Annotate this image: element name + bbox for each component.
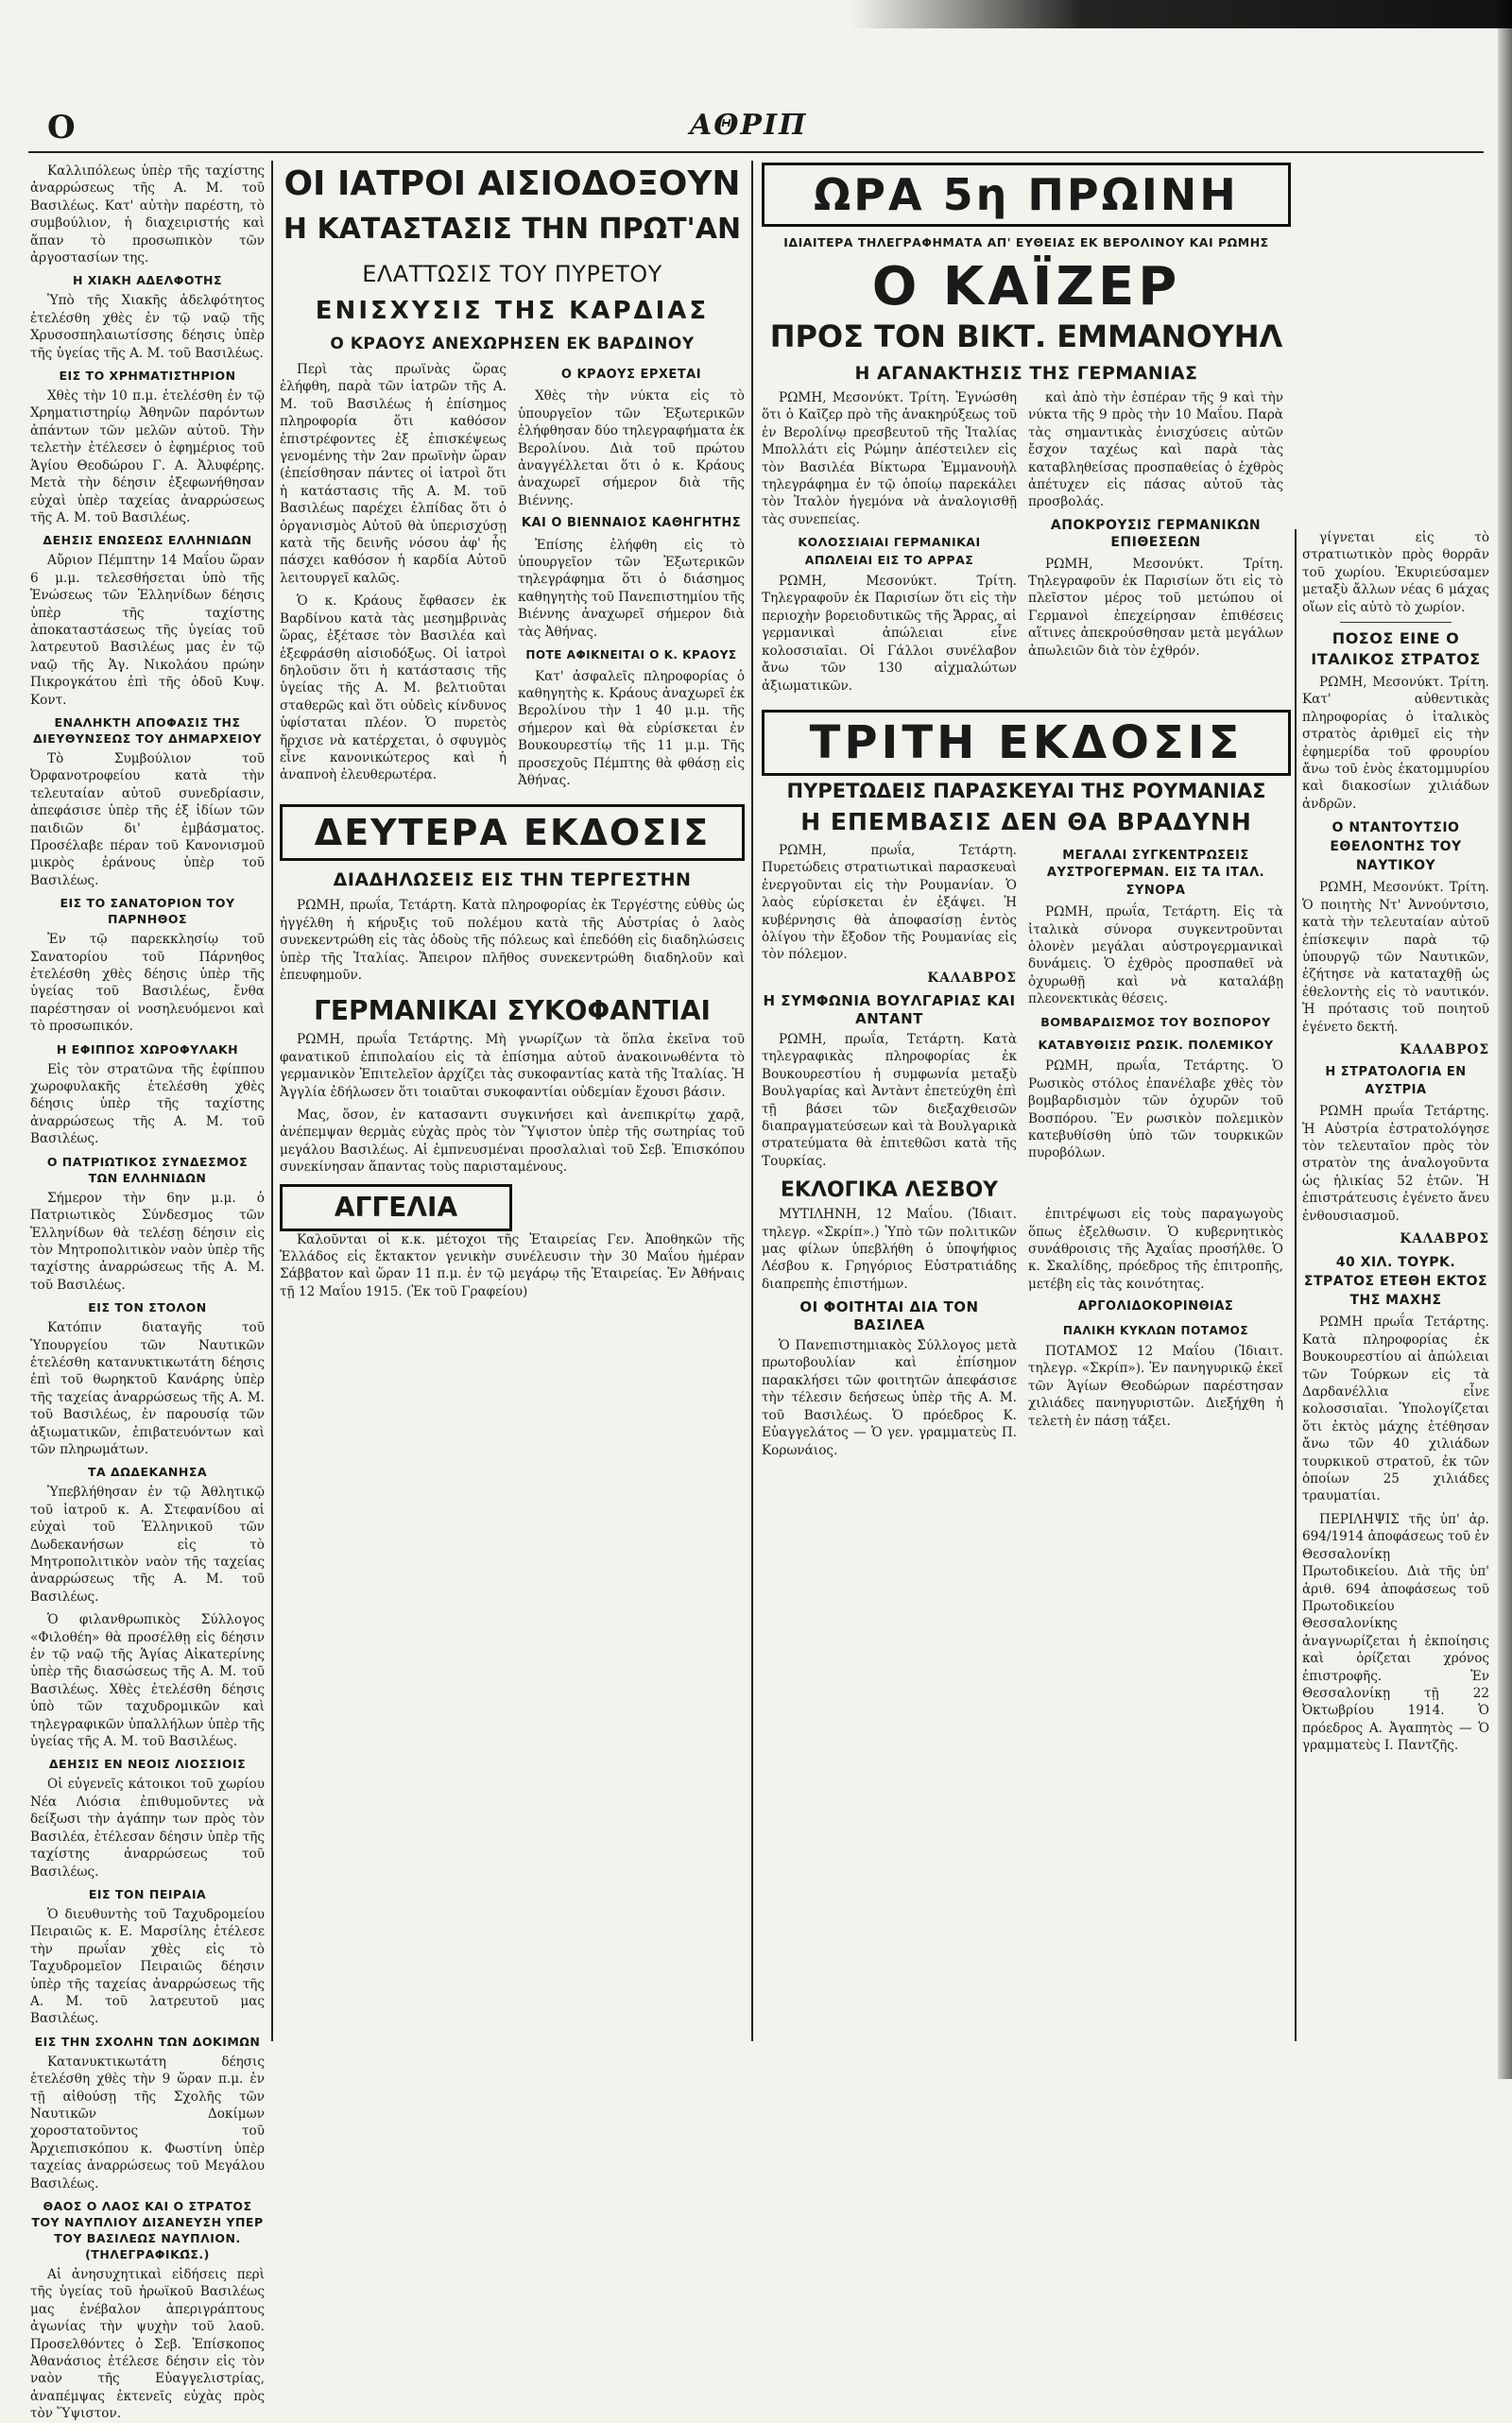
article-bosporus-text: ΡΩΜΗ, πρωΐα, Τετάρτης. Ὁ Ρωσικὸς στόλος ἐπανέλαβε χθὲς τὸν βομβαρδισμὸν τῶν ὀχυρῶν τοῦ Βοσπόρου. Ἓν ρωσικὸν πολεμικὸν κατεβυθίσθη ὑπὸ τῶν τουρκικῶν πυροβόλων. <box>1028 1058 1283 1161</box>
article-doctors-text-2: Ὁ κ. Κράους ἔφθασεν ἐκ Βαρδίνου κατὰ τὰς μεσημβρινὰς ὥρας, ἐξέτασε τὸν Βασιλέα καὶ ἐξεφράσθη αἰσιοδόξως. Οἱ ἰατροὶ δηλοῦσιν ὅτι ἡ κατάστασις τῆς ὑγείας τῆς Α. Μ. βελτιοῦται σταθερῶς καὶ ὅτι οὐδεὶς κίνδυνος ὑφίσταται πλέον. Ὁ πυρετὸς ἤρχισε νὰ κατέρχεται, ὁ σφυγμὸς εἶνε κανονικώτερος καὶ ἡ ἀναπνοὴ ἐλευθερωτέρα. <box>280 593 507 783</box>
scan-shadow-right <box>1498 0 1512 2079</box>
head-repulse: ΑΠΟΚΡΟΥΣΙΣ ΓΕΡΜΑΝΙΚΩΝ ΕΠΙΘΕΣΕΩΝ <box>1050 517 1262 551</box>
article-vienna-text: Ἐπίσης ἐλήφθη εἰς τὸ ὑπουργεῖον τῶν Ἐξωτερικῶν τηλεγράφημα ὅτι ὁ διάσημος καθηγητὴς τοῦ Πανεπιστημίου τῆς Βιέννης ἀναχωρεῖ σήμερον διὰ τὰς Ἀθήνας. <box>518 537 745 640</box>
head-vienna-professor: ΚΑΙ Ο ΒΙΕΝΝΑΙΟΣ ΚΑΘΗΓΗΤΗΣ <box>521 516 742 531</box>
head-dannunzio: Ο ΝΤΑΝΤΟΥΤΣΙΟ ΕΘΕΛΟΝΤΗΣ ΤΟΥ ΝΑΥΤΙΚΟΥ <box>1330 820 1462 874</box>
article-lesvos-text: ΜΥΤΙΛΗΝΗ, 12 Μαΐου. (Ἰδιαιτ. τηλεγρ. «Σκρίπ».) Ὑπὸ τῶν πολιτικῶν μας φίλων ὑπεβλήθη ὁ ὑποψήφιος Λέσβου κ. Γρηγόριος Εὐστρατιάδης διαπρεπὴς ἐπιστήμων. <box>762 1207 1017 1292</box>
col1-heading: ΕΝΑΛΗΚΤΗ ΑΠΟΦΑΣΙΣ ΤΗΣ ΔΙΕΥΘΥΝΣΕΩΣ ΤΟΥ ΔΗΜΑΡΧΕΙΟΥ <box>32 714 263 746</box>
col1-heading: ΕΙΣ ΤΟΝ ΠΕΙΡΑΙΑ <box>88 1886 207 1901</box>
head-turkish-losses: 40 ΧΙΛ. ΤΟΥΡΚ. ΣΤΡΑΤΟΣ ΕΤΕΘΗ ΕΚΤΟΣ ΤΗΣ ΜΑΧΗΣ <box>1303 1255 1488 1309</box>
headline-5am: ΩΡΑ 5η ΠΡΩΙΝΗ <box>762 163 1291 227</box>
head-italian-army: ΠΟΣΟΣ ΕΙΝΕ Ο ΙΤΑΛΙΚΟΣ ΣΤΡΑΤΟΣ <box>1311 629 1481 669</box>
column-rule-1 <box>271 161 273 2041</box>
subhead-telegrams: ΙΔΙΑΙΤΕΡΑ ΤΗΛΕΓΡΑΦΗΜΑΤΑ ΑΠ' ΕΥΘΕΙΑΣ ΕΚ ΒΕΡΟΛΙΝΟΥ ΚΑΙ ΡΩΜΗΣ <box>783 235 1269 249</box>
col1-heading: Η ΧΙΑΚΗ ΑΔΕΛΦΟΤΗΣ <box>72 273 223 288</box>
masthead-rule <box>28 151 1484 153</box>
column-2 <box>280 163 745 2043</box>
subhead-trieste: ΔΙΑΔΗΛΩΣΕΙΣ ΕΙΣ ΤΗΝ ΤΕΡΓΕΣΤΗΝ <box>333 869 692 891</box>
col1-heading: ΤΑ ΔΩΔΕΚΑΝΗΣΑ <box>87 1465 208 1480</box>
column-rule-3 <box>1295 529 1297 2041</box>
newspaper-title: ΑΘΡΙΠ <box>690 109 808 142</box>
article-kaiser-text: ΡΩΜΗ, Μεσονύκτ. Τρίτη. Ἐγνώσθη ὅτι ὁ Καῖζερ πρὸ τῆς ἀνακηρύξεως τοῦ ἐν Βερολίνῳ πρεσβευτοῦ τῆς Ἰταλίας Μπολλάτι εἰς Ρώμην ἀπέστειλεν εἰς τὸν Βασιλέα Βίκτωρα Ἐμμανουὴλ τηλεγράφημα ἐν τῷ ὁποίῳ παρεκάλει τὸν Ἰταλὸν ἡγεμόνα νὰ ἀναλογισθῇ τὰς συνεπείας. <box>762 390 1017 527</box>
col1-paragraph: Ὁ διευθυντὴς τοῦ Ταχυδρομείου Πειραιῶς κ. Ε. Μαρσίλης ἐτέλεσε τὴν πρωΐαν χθὲς εἰς τὸ Ταχυδρομεῖον Πειραιῶς δέησιν ὑπὲρ τῆς ταχείας ἀναρρώσεως τῆς Α. Μ. τοῦ λατρευτοῦ μας Βασιλέως. <box>30 1906 265 2027</box>
col1-paragraph: Ὁ φιλανθρωπικὸς Σύλλογος «Φιλοθέη» θὰ προσέλθῃ εἰς δέησιν ἐν τῷ ναῷ τῆς Ἁγίας Αἰκατερίνης ὑπὲρ τῆς διασώσεως τῆς Α. Μ. τοῦ Βασιλέως. Χθὲς ἐτελέσθη δέησις ὑπὸ τῶν ταχυδρομικῶν καὶ τηλεγραφικῶν ὑπαλλήλων ὑπὲρ τῆς ὑγείας τῆς Α. Μ. τοῦ Βασιλέως. <box>30 1612 265 1750</box>
col1-paragraph: Αὔριον Πέμπτην 14 Μαΐου ὥραν 6 μ.μ. τελεσθήσεται ὑπὸ τῆς Ἑνώσεως τῶν Ἑλληνίδων δέησις ὑπὲρ τῆς ταχίστης ἀποκαταστάσεως τῆς ὑγείας τοῦ λατρευτοῦ Βασιλέως μας ἐν τῷ ναῷ τῆς Ἁγ. Νικολάου πρώην Πικρογκάτου ἐπὶ τῆς ὁδοῦ Κυψ. Κοντ. <box>30 553 265 708</box>
article-potamos-text: ΠΟΤΑΜΟΣ 12 Μαΐου (Ἰδιαιτ. τηλεγρ. «Σκρίπ»). Ἐν πανηγυρικῷ ἐκεῖ τῶν Ἁγίων Θεοδώρων παρέστησαν χιλιάδες πανηγυριστῶν. Διεξήχθη ἡ τελετὴ ἐν πάσῃ τάξει. <box>1028 1344 1283 1429</box>
subhead-germany-outrage: Η ΑΓΑΝΑΚΤΗΣΙΣ ΤΗΣ ΓΕΡΜΑΝΙΑΣ <box>854 363 1198 384</box>
headline-third-edition: ΤΡΙΤΗ ΕΚΔΟΣΙΣ <box>762 710 1291 776</box>
separator <box>1340 622 1452 623</box>
article-students-text: Ὁ Πανεπιστημιακὸς Σύλλογος μετὰ πρωτοβουλίαν καὶ ἐπίσημον παρακλήσει τῶν φοιτητῶν ἀπεφάσισε τὴν τέλεσιν δεήσεως ὑπὲρ τῆς Α. Μ. τοῦ Βασιλέως. Ὁ πρόεδρος Κ. Εὐαγγελάτος — Ὁ γεν. γραμματεὺς Π. Κορωνάιος. <box>762 1338 1017 1458</box>
article-austria-text: ΡΩΜΗ πρωΐα Τετάρτης. Ἡ Αὐστρία ἐστρατολόγησε τὸν τελευταῖον πρὸς τὸν στρατὸν της ἀναλογοῦντα ὡς ἡλικίας 52 ἐτῶν. Ἡ ἐπιστράτευσις ἐγένετο ἄνευ ἐνθουσιασμοῦ. <box>1302 1104 1489 1224</box>
headline-announcement: ΑΓΓΕΛΙΑ <box>280 1184 512 1231</box>
article-repulse-text: ΡΩΜΗ, Μεσονύκτ. Τρίτη. Τηλεγραφοῦν ἐκ Παρισίων ὅτι εἰς τὸ πλεῖστον μέρος τοῦ μετώπου οἱ Γερμανοὶ ἐπεχείρησαν ἐπιθέσεις αἵτινες ἀπεκρούσθησαν μετὰ μεγάλων ἀπωλειῶν διὰ τὸν ἐχθρόν. <box>1028 556 1283 659</box>
column-3 <box>762 163 1291 2043</box>
article-argolida-intro: ἐπιτρέψωσι εἰς τοὺς παραγωγοὺς ὅπως ἐξελθωσιν. Ὁ κυβερνητικὸς συνάθροισις τῆς Ἀχαΐας προσήλθε. Ὁ κ. Σκαλίδης, πρόεδρος τῆς ἐπιτροπῆς, μετέβη εἰς τὰς κοινότητας. <box>1028 1207 1283 1292</box>
headline-german-slanders: ΓΕΡΜΑΝΙΚΑΙ ΣΥΚΟΦΑΝΤΙΑΙ <box>314 995 711 1027</box>
head-bosporus: ΒΟΜΒΑΡΔΙΣΜΟΣ ΤΟΥ ΒΟΣΠΟΡΟΥ <box>1040 1014 1271 1029</box>
col1-paragraph: Κατόπιν διαταγῆς τοῦ Ὑπουργείου τῶν Ναυτικῶν ἐτελέσθη κατανυκτικωτάτη δέησις ἐπὶ τοῦ θωρηκτοῦ Κανάρης ὑπὲρ τῆς ταχείας ἀναρρώσεως τῆς Α. Μ. τοῦ Βασιλέως, ἐν παρουσίᾳ τῶν ἀξιωματικῶν, ἐπιβατευόντων καὶ τῶν πληρωμάτων. <box>30 1320 265 1457</box>
column-rule-2 <box>751 161 753 2041</box>
col1-heading: ΘΑΟΣ Ο ΛΑΟΣ ΚΑΙ Ο ΣΤΡΑΤΟΣ ΤΟΥ ΝΑΥΠΛΙΟΥ ΔΙΣΑΝΕΥΣΗ ΥΠΕΡ ΤΟΥ ΒΑΣΙΛΕΩΣ ΝΑΥΠΛΙΟΝ. (ΤΗΛΕΓΡΑΦΙΚΩ͂Σ.) <box>31 2199 264 2261</box>
article-doctors-text-1: Περὶ τὰς πρωϊνὰς ὥρας ἐλήφθη, παρὰ τῶν ἰατρῶν τῆς Α. Μ. τοῦ Βασιλέως ἡ ἐπίσημος πληροφορία ὅτι καθόσον ἐπιστρέφοντες ἐξ ἐπισκέψεως γενομένης τὴν 2αν πρωϊνὴν ὥραν (ἐπείσθησαν πάντες οἱ ἰατροὶ ὅτι ἡ κατάστασις τῆς Α. Μ. τοῦ Βασιλέως παρέχει ἐλπίδας ὅτι ὁ ὀργανισμὸς Αὐτοῦ θὰ ὑπερισχύσῃ κατὰ τῆς δεινῆς νόσου ἀφ' ἧς πάσχει καθόσον ἡ καρδία Αὐτοῦ λειτουργεῖ καλῶς. <box>280 362 507 586</box>
col1-paragraph: Κατανυκτικωτάτη δέησις ἐτελέσθη χθὲς τὴν 9 ὥραν π.μ. ἐν τῇ αἰθούσῃ τῆς Σχολῆς τῶν Ναυτικῶν Δοκίμων χοροστατοῦντος τοῦ Ἀρχιεπισκόπου κ. Φωστίνη ὑπὲρ ταχείας ἀναρρώσεως τοῦ Μεγάλου Βασιλέως. <box>30 2054 265 2191</box>
head-kyklon: ΠΑΛΙΚΗ ΚΥΚΛΩΝ ΠΟΤΑΜΟΣ <box>1062 1323 1249 1337</box>
headline-kaiser: Ο ΚΑΪΖΕΡ <box>871 256 1181 318</box>
col1-paragraph: Εἰς τὸν στρατῶνα τῆς ἐφίππου χωροφυλακῆς ἐτελέσθη χθὲς δέησις ὑπὲρ τῆς ταχίστης ἀναρρώσεως τῆς Α. Μ. τοῦ Βασιλέως. <box>30 1061 265 1147</box>
head-russian-sunk: ΚΑΤΑΒΥΘΙΣΙΣ ΡΩΣΙΚ. ΠΟΛΕΜΙΚΟΥ <box>1038 1037 1274 1052</box>
signature-kalavros-1: ΚΑΛΑΒΡΟΣ <box>927 970 1017 986</box>
column-1 <box>30 163 265 2422</box>
head-concentrations: ΜΕΓΑΛΑΙ ΣΥΓΚΕΝΤΡΩΣΕΙΣ ΑΥΣΤΡΟΓΕΡΜΑΝ. ΕΙΣ ΤΑ ΙΤΑΛ. ΣΥΝΟΡΑ <box>1046 848 1265 898</box>
head-bulgaria-entente: Η ΣΥΜΦΩΝΙΑ ΒΟΥΛΓΑΡΙΑΣ ΚΑΙ ΑΝΤΑΝΤ <box>763 992 1016 1027</box>
page-number: Ο <box>47 109 76 146</box>
scan-shadow-top <box>850 0 1512 28</box>
article-attacks-text-1: καὶ ἀπὸ τὴν ἐσπέραν τῆς 9 καὶ τὴν νύκτα τῆς 9 πρὸς τὴν 10 Μαΐου. Παρὰ τὰς σημαντικὰς ἐνισχύσεις αὐτῶν ἔσχον ταχέως καὶ παρὰ τὰς καταβληθείσας προσπαθείας ὁ ἐχθρὸς ἀπέτυχεν εἰς πάσας αὐτοῦ τὰς προσβολάς. <box>1028 390 1283 510</box>
article-village-text: γίγνεται εἰς τὸ στρατιωτικὸν πρὸς θορρᾶν τοῦ χωρίου. Ἐκυριεύσαμεν μεταξὺ ἄλλων νέας 6 μάχας οἵων εἰς αὐτὸ τὸ χωρίον. <box>1302 530 1489 615</box>
article-dannunzio-text: ΡΩΜΗ, Μεσονύκτ. Τρίτη. Ὁ ποιητὴς Ντ' Ἀννούντσιο, κατὰ τὴν τελευταίαν αὐτοῦ ἐπίσκεψιν παρὰ τῷ ὑπουργῷ τῶν Ναυτικῶν, ἐζήτησε νὰ καταταχθῇ ὡς ἐθελοντὴς εἰς τὸ ναυτικόν. Ἡ πρότασις τοῦ ποιητοῦ ἐγένετο δεκτή. <box>1302 880 1489 1035</box>
col1-paragraph: Καλλιπόλεως ὑπὲρ τῆς ταχίστης ἀναρρώσεως τῆς Α. Μ. τοῦ Βασιλέως. Κατ' αὐτὴν παρέστη, τὸ συμβούλιον, ἡ διαχειριστής καὶ ἅπαν τὸ προσωπικὸν τῶν ἀργοστασίων της. <box>30 163 265 266</box>
article-krauss-text: Χθὲς τὴν νύκτα εἰς τὸ ὑπουργεῖον τῶν Ἐξωτερικῶν ἐλήφθησαν δύο τηλεγραφήματα ἐκ Βερολίνου. Διὰ τοῦ πρώτου ἀναγγέλλεται ὅτι ὁ κ. Κράους ἀναχωρεῖ σήμερον διὰ τῆς Βιέννης. <box>518 388 745 508</box>
signature-kalavros-3: ΚΑΛΑΒΡΟΣ <box>1400 1231 1489 1246</box>
headline-condition: Η ΚΑΤΑΣΤΑΣΙΣ ΤΗΝ ΠΡΩΤ'ΑΝ <box>283 213 742 246</box>
col1-paragraph: Τὸ Συμβούλιον τοῦ Ὀρφανοτροφείου κατὰ τὴν τελευταίαν αὐτοῦ συνεδρίασιν, ἀπεφάσισε ὑπὲρ τῆς ἐξ ἰδίων τῶν παιδιῶν δι' ἐμβάσματος. Προσέλαβε πέραν τοῦ Κανονισμοῦ μικρὸς ἐράνους ὑπὲρ τοῦ Βασιλέως. <box>30 750 265 888</box>
head-argolida: ΑΡΓΟΛΙΔΟΚΟΡΙΝΘΙΑΣ <box>1077 1299 1234 1315</box>
col1-paragraph: Οἱ εὐγενεῖς κάτοικοι τοῦ χωρίου Νέα Λιόσια ἐπιθυμοῦντες νὰ δείξωσι τὴν ἀγάπην των πρὸς τὸν Βασιλέα, ἐτέλεσαν δέησιν ὑπὲρ τῆς ταχίστης ἀναρρώσεως τοῦ Βασιλέως. <box>30 1777 265 1880</box>
col1-heading: ΕΙΣ ΤΟ ΣΑΝΑΤΟΡΙΟΝ ΤΟΥ ΠΑΡΝΗΘΟΣ <box>60 896 235 927</box>
head-students: ΟΙ ΦΟΙΤΗΤΑΙ ΔΙΑ ΤΟΝ ΒΑΣΙΛΕΑ <box>799 1298 979 1333</box>
article-nafplio-continued: Μας, ὅσον, ἐν κατασαντι συγκινήσει καὶ ἀνεπικρίτῳ χαρᾷ, ἀνέπεμψαν θερμὰς εὐχὰς πρὸς τὸν Ὕψιστον ὑπὲρ τῆς σωτηρίας τοῦ μεγάλου Βασιλέως. Αἱ ἐμπνευσμέναι προσλαλιαὶ τοῦ Σεβ. Ἐπισκόπου συνεκίνησαν ἅπαντας τοὺς παρισταμένους. <box>280 1108 745 1176</box>
article-arrival-text: Κατ' ἀσφαλεῖς πληροφορίας ὁ καθηγητὴς κ. Κράους ἀναχωρεῖ ἐκ Βερολίνου τὴν 1 40 μ.μ. τῆς σήμερον καὶ θὰ εὑρίσκεται ἐν Βουκουρεστίῳ τῆς 11 μ.μ. Τῆς προσεχοῦς Πέμπτης θὰ φθάσῃ εἰς Ἀθήνας. <box>518 668 745 788</box>
headline-doctors: ΟΙ ΙΑΤΡΟΙ ΑΙΣΙΟΔΟΞΟΥΝ <box>284 164 741 203</box>
subhead-fever: ΕΛΑΤΤΩΣΙΣ ΤΟΥ ΠΥΡΕΤΟΥ <box>362 261 662 287</box>
column-4 <box>1302 529 1489 2041</box>
article-romania-text: ΡΩΜΗ, πρωΐα, Τετάρτη. Πυρετώδεις στρατιωτικαὶ παρασκευαὶ ἐνεργοῦνται εἰς τὴν Ρουμανίαν. Ὁ λαὸς εὑρίσκεται ἐν ἐξάψει. Ἡ κυβέρνησις θὰ ἀποφασίσῃ ἐντὸς ὀλίγου τὴν ἔξοδον τῆς Ρουμανίας εἰς τὸν πόλεμον. <box>762 842 1017 963</box>
subhead-heart: ΕΝΙΣΧΥΣΙΣ ΤΗΣ ΚΑΡΔΙΑΣ <box>315 297 710 325</box>
col1-heading: ΔΕΗΣΙΣ ΕΝΩΣΕΩΣ ΕΛΛΗΝΙΔΩΝ <box>43 533 252 548</box>
head-krauss-coming: Ο ΚΡΑΟΥΣ ΕΡΧΕΤΑΙ <box>560 368 702 382</box>
article-turkish-text: ΡΩΜΗ πρωΐα Τετάρτης. Κατὰ πληροφορίας ἐκ Βουκουρεστίου αἱ ἀπώλειαι τῶν Τούρκων εἰς τὰ Δαρδανέλλια εἶνε κολοσσιαῖαι. Ὑπολογίζεται ὅτι ἐκτὸς μάχης ἐτέθησαν ἄνω τῶν 40 χιλιάδων τουρκικοῦ στρατοῦ, ἐκ τῶν ὁποίων 25 χιλιάδες τραυματίαι. <box>1302 1315 1489 1504</box>
col1-paragraph: Σήμερον τὴν 6ην μ.μ. ὁ Πατριωτικὸς Σύνδεσμος τῶν Ἑλληνίδων θὰ τελέσῃ δέησιν εἰς τὸν Μητροπολιτικὸν ναὸν ὑπὲρ τῆς ταχίστης ἀναρρώσεως τῆς Α. Μ. τοῦ Βασιλέως. <box>30 1190 265 1293</box>
article-losses-text: ΡΩΜΗ, Μεσονύκτ. Τρίτη. Τηλεγραφοῦν ἐκ Παρισίων ὅτι εἰς τὴν περιοχὴν βορειοδυτικῶς τῆς Ἄρρας, αἱ γερμανικαὶ ἀπώλειαι εἶνε κολοσσιαῖαι. Οἱ Γάλλοι συνέλαβον ἄνω τῶν 130 αἰχμαλώτων ἀξιωματικῶν. <box>762 574 1017 694</box>
col1-paragraph: Ὑπεβλήθησαν ἐν τῷ Ἀθλητικῷ τοῦ ἰατροῦ κ. Α. Στεφανίδου αἱ εὐχαὶ τοῦ Ἑλληνικοῦ τῶν Δωδεκανήσων εἰς τὸ Μητροπολιτικὸν ναὸν τῆς ταχείας ἀναρρώσεως τῆς Α. Μ. τοῦ Βασιλέως. <box>30 1485 265 1605</box>
head-austria-conscription: Η ΣΤΡΑΤΟΛΟΓΙΑ ΕΝ ΑΥΣΤΡΙΑ <box>1325 1065 1467 1097</box>
headline-lesvos-elections: ΕΚΛΟΓΙΚΑ ΛΕΣΒΟΥ <box>780 1178 999 1203</box>
col1-heading: ΕΙΣ ΤΟ ΧΡΗΜΑΤΙΣΤΗΡΙΟΝ <box>59 369 236 384</box>
signature-kalavros-2: ΚΑΛΑΒΡΟΣ <box>1400 1041 1489 1057</box>
legal-notice-text: ΠΕΡΙΛΗΨΙΣ τῆς ὑπ' ἀρ. 694/1914 ἀποφάσεως τοῦ ἐν Θεσσαλονίκῃ Πρωτοδικείου. Διὰ τῆς ὑπ' ἀριθ. 694 ἀποφάσεως τοῦ Πρωτοδικείου Θεσσαλονίκης ἀναγνωρίζεται ἡ ἐκποίησις καὶ ὁρίζεται χρόνος ἐπιστροφῆς. Ἐν Θεσσαλονίκῃ τῇ 22 Ὀκτωβρίου 1914. Ὁ πρόεδρος Α. Ἀγαπητὸς — Ὁ γραμματεὺς Ι. Παντζῆς. <box>1302 1511 1489 1754</box>
head-colossal-losses: ΚΟΛΟΣΣΙΑΙΑΙ ΓΕΡΜΑΝΙΚΑΙ ΑΠΩΛΕΙΑΙ ΕΙΣ ΤΟ ΑΡΡΑΣ <box>798 535 981 567</box>
subhead-krauss: Ο ΚΡΑΟΥΣ ΑΝΕΧΩΡΗΣΕΝ ΕΚ ΒΑΡΔΙΝΟΥ <box>330 335 695 353</box>
col1-heading: ΕΙΣ ΤΟΝ ΣΤΟΛΟΝ <box>88 1300 207 1315</box>
col1-paragraph: Χθὲς τὴν 10 π.μ. ἐτελέσθη ἐν τῷ Χρηματιστηρίῳ Ἀθηνῶν παρόντων ἁπάντων τῶν μελῶν αὐτοῦ. Τὴν τελετὴν ἐτέλεσεν ὁ ἐφημέριος τοῦ Ἁγίου Θεοδώρου Γ. Α. Ἀλυφέρης. Μετὰ τὴν δέησιν ἐξεφωνήθησαν εὐχαὶ ὑπὲρ ταχείας ἀναρρώσεως τῆς Α. Μ. τοῦ Βασιλέως. <box>30 388 265 525</box>
article-concentrations-text: ΡΩΜΗ, πρωΐα, Τετάρτη. Εἰς τὰ ἰταλικὰ σύνορα συγκεντροῦνται ὁλονὲν μεγάλαι αὐστρογερμανικαὶ δυνάμεις. Ὁ ἐχθρὸς προσπαθεῖ νὰ ὀχυρωθῇ καὶ νὰ καταλάβῃ πλεονεκτικὰς θέσεις. <box>1028 904 1283 1007</box>
col1-paragraph: Αἱ ἀνησυχητικαὶ εἰδήσεις περὶ τῆς ὑγείας τοῦ ἡρωϊκοῦ Βασιλέως μας ἐνέβαλον ἀπεριγράπτους ἀγωνίας τὴν ψυχὴν τοῦ λαοῦ. Προσελθόντες ὁ Σεβ. Ἐπίσκοπος Ἀθανάσιος ἐτέλεσε δέησιν εἰς τὸν ναὸν τῆς Εὐαγγελιστρίας, ἀναπέμψας ἐκτενεῖς εὐχὰς πρὸς τὸν Ὕψιστον. <box>30 2267 265 2422</box>
col1-paragraph: Ἐν τῷ παρεκκλησίῳ τοῦ Σανατορίου τοῦ Πάρνηθος ἐτελέσθη χθὲς δέησις ὑπὲρ τῆς ὑγείας τοῦ Βασιλέως, ἔνθα παρέστησαν οἱ νοσηλευόμενοι καὶ τὸ προσωπικόν. <box>30 932 265 1035</box>
col1-heading: Η ΕΦΙΠΠΟΣ ΧΩΡΟΦΥΛΑΚΗ <box>56 1041 239 1057</box>
headline-romania: ΠΥΡΕΤΩΔΕΙΣ ΠΑΡΑΣΚΕΥΑΙ ΤΗΣ ΡΟΥΜΑΝΙΑΣ <box>786 779 1266 802</box>
headline-victor-emmanuel: ΠΡΟΣ ΤΟΝ ΒΙΚΤ. ΕΜΜΑΝΟΥΗΛ <box>769 318 1283 354</box>
head-krauss-arrival: ΠΟΤΕ ΑΦΙΚΝΕΙΤΑΙ Ο Κ. ΚΡΑΟΥΣ <box>525 648 737 662</box>
col1-paragraph: Ὑπὸ τῆς Χιακῆς ἀδελφότητος ἐτελέσθη χθὲς ἐν τῷ ναῷ τῆς Χρυσοσπηλαιωτίσσης δέησις ὑπὲρ τῆς ὑγείας τῆς Α. Μ. τοῦ Βασιλέως. <box>30 293 265 361</box>
col1-heading: Ο ΠΑΤΡΙΩΤΙΚΟΣ ΣΥΝΔΕΣΜΟΣ ΤΩΝ ΕΛΛΗΝΙΔΩΝ <box>46 1154 249 1185</box>
announcement-text: Καλοῦνται οἱ κ.κ. μέτοχοι τῆς Ἐταιρείας Γεν. Ἀποθηκῶν τῆς Ἑλλάδος εἰς ἔκτακτον γενικὴν συνέλευσιν τὴν 30 Μαΐου ἡμέραν Σάββατον καὶ ὥραν 11 π.μ. ἐν τῷ μεγάρῳ τῆς Ἑταιρείας. Ἐν Ἀθήναις τῇ 12 Μαΐου 1915. (Ἐκ τοῦ Γραφείου) <box>280 1231 745 1299</box>
headline-intervention: Η ΕΠΕΜΒΑΣΙΣ ΔΕΝ ΘΑ ΒΡΑΔΥΝΗ <box>800 807 1252 835</box>
col1-heading: ΔΕΗΣΙΣ ΕΝ ΝΕΟΙΣ ΛΙΟΣΣΙΟΙΣ <box>48 1757 247 1772</box>
article-slanders-text: ΡΩΜΗ, πρωΐα Τετάρτης. Μὴ γνωρίζων τὰ ὅπλα ἐκεῖνα τοῦ φανατικοῦ ἐπιπολαίου εἰς τὰ ἐπίσημα αὐτοῦ ἀνακοινωθέντα τὸ γερμανικὸν Ἐπιτελεῖον ἀρχίζει τὰς συκοφαντίας κατὰ τῆς Ἰταλίας. Ἡ Ἀγγλία ἐδήλωσεν ὅτι τοιαῦται συκοφαντίαι οὐδεμίαν ἔχουσι βάσιν. <box>280 1032 745 1100</box>
col1-heading: ΕΙΣ ΤΗΝ ΣΧΟΛΗΝ ΤΩΝ ΔΟΚΙΜΩΝ <box>34 2034 261 2049</box>
headline-second-edition: ΔΕΥΤΕΡΑ ΕΚΔΟΣΙΣ <box>280 804 745 861</box>
article-bulgaria-text: ΡΩΜΗ, πρωΐα, Τετάρτη. Κατὰ τηλεγραφικὰς πληροφορίας ἐκ Βουκουρεστίου ἡ συμφωνία μεταξὺ Βουλγαρίας καὶ Ἀντὰντ ἐπετεύχθη ἐπὶ τῇ βάσει τῶν διεξαχθεισῶν διαπραγματεύσεων καὶ τὰ Βουλγαρικὰ στρατεύματα θὰ ἐπιτεθῶσι κατὰ τῆς Τουρκίας. <box>762 1031 1017 1169</box>
masthead <box>28 109 1484 156</box>
article-italian-army-text: ΡΩΜΗ, Μεσονύκτ. Τρίτη. Κατ' αὐθεντικὰς πληροφορίας ὁ ἰταλικὸς στρατὸς ἀριθμεῖ εἰς τὴν ἐφημερίδα τοῦ φρουρίου ἄνω τοῦ ἑνὸς ἑκατομμυρίου καὶ διακοσίων χιλιάδων ἀνδρῶν. <box>1302 675 1489 812</box>
article-trieste-text: ΡΩΜΗ, πρωΐα, Τετάρτη. Κατὰ πληροφορίας ἐκ Τεργέστης εὐθὺς ὡς ἠγγέλθη ἡ κήρυξις τοῦ πολέμου κατὰ τῆς Αὐστρίας ὁ λαὸς συνεκεντρώθη εἰς τὰς ὁδοὺς τῆς πόλεως καὶ ἐπεδόθη εἰς διαδηλώσεις ὑπὲρ τῆς Ἰταλίας. Ἄπειρον πλῆθος συνεκεντρώθη διαδηλοῦν καὶ ἐπευφημοῦν. <box>280 898 745 983</box>
